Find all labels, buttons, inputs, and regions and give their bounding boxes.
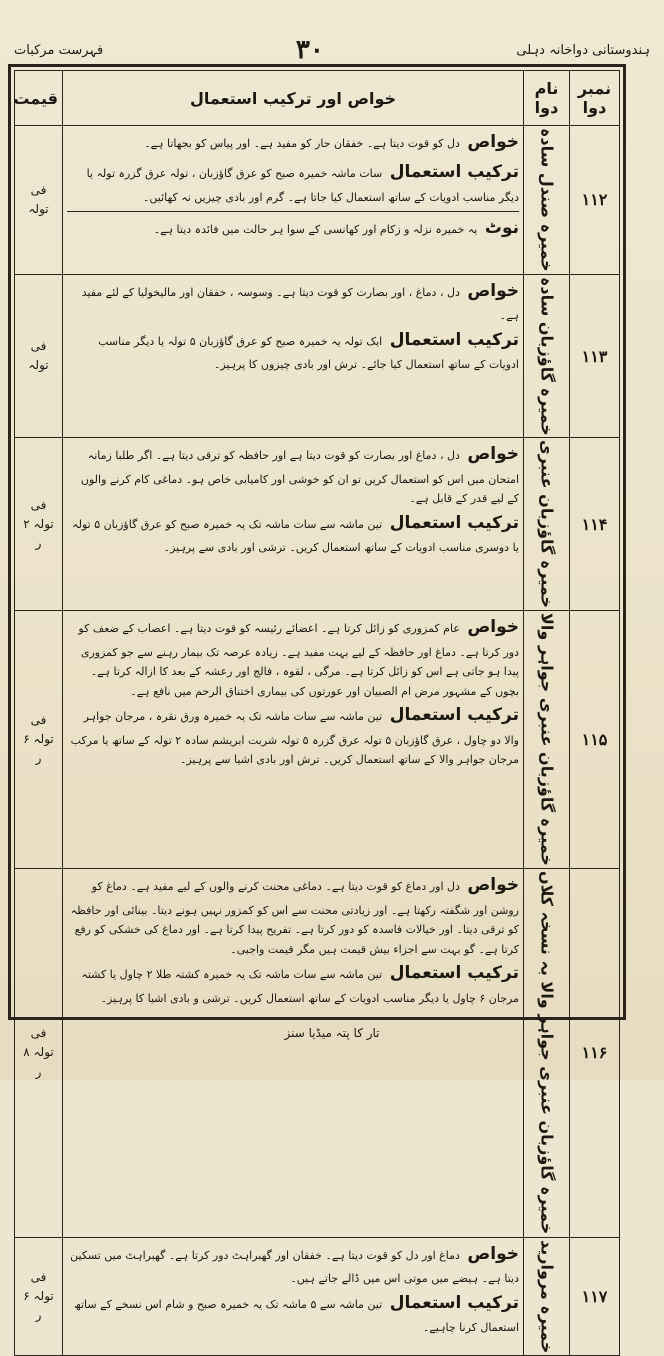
- price-cell: فی تولہ: [15, 274, 63, 438]
- row-number: ۱۱۲: [570, 126, 620, 275]
- remedy-name: خمیرہ صندل سادہ: [524, 126, 570, 275]
- usage-label: ترکیب استعمال: [389, 512, 519, 533]
- table-row: [15, 869, 620, 1237]
- table-row: [15, 611, 620, 869]
- remedy-description: [63, 869, 524, 1237]
- remedy-description: [63, 611, 524, 869]
- remedy-name: خمیرہ گاؤزبان سادہ: [524, 274, 570, 438]
- column-header-name: نام دوا: [524, 71, 570, 126]
- page-number: ۳۰: [295, 35, 324, 65]
- column-header-price: قیمت: [15, 71, 63, 126]
- remedy-description: [63, 126, 524, 275]
- properties-text: دل اور دماغ کو قوت دیتا ہے۔ دماغی محنت کرنے والوں کے لیے مفید ہے۔ دماغ کو روشن اور شگفتہ رکھتا ہے۔ اور زیادتی محنت سے اس کو کمزور نہیں ہونے دیتا۔ بینائی اور حافظہ کو ترقی دیتا۔ اور خیالات فاسدہ کو دور کرتا ہے۔ تفریح پیدا کرتا ہے۔ اور دماغ کی خشکی کو رفع کرتا ہے۔ گو بہت سے اجزاء بیش قیمت ہیں مگر قیمت واجبی۔: [70, 880, 519, 956]
- remedy-description: [63, 438, 524, 611]
- usage-label: ترکیب استعمال: [389, 962, 519, 983]
- properties-text: دماغ اور دل کو قوت دیتا ہے۔ خفقان اور گھبراہٹ دور کرتا ہے۔ گھبراہٹ میں تسکین دیتا ہے۔ ہیضے میں موتی اس میں ڈالے جاتے ہیں۔: [70, 1248, 519, 1286]
- table-row: [15, 1237, 620, 1355]
- remedy-description: [63, 274, 524, 438]
- header-left-title: فہرست مرکبات: [14, 42, 104, 58]
- price-cell: فی تولہ: [15, 126, 63, 275]
- table-header-row: [15, 71, 620, 126]
- page-footer: تار کا پتہ میڈیا سنز: [284, 1026, 380, 1040]
- column-header-number: نمبر دوا: [570, 71, 620, 126]
- row-number: ۱۱۶: [570, 869, 620, 1237]
- properties-text: دل ، دماغ ، اور بصارت کو قوت دیتا ہے۔ وسوسہ ، خفقان اور مالیخولیا کے لئے مفید ہے۔: [81, 285, 519, 323]
- properties-label: خواص: [467, 132, 519, 152]
- price-cell: فی تولہ ۶ ر: [15, 611, 63, 869]
- usage-label: ترکیب استعمال: [389, 329, 519, 350]
- row-number: ۱۱۵: [570, 611, 620, 869]
- properties-label: خواص: [467, 1243, 519, 1264]
- price-cell: فی تولہ ۶ ر: [15, 1237, 63, 1355]
- column-header-properties: خواص اور ترکیب استعمال: [63, 71, 524, 126]
- usage-text: تین ماشہ سے ۵ ماشہ تک یہ خمیرہ صبح و شام اس نسخے کے ساتھ استعمال کرنا چاہیے۔: [74, 1297, 519, 1335]
- price-cell: فی تولہ ۸ ر: [15, 869, 63, 1237]
- properties-label: خواص: [467, 280, 519, 301]
- remedy-name: خمیرہ گاؤزبان عنبری: [524, 438, 570, 611]
- note-block: [67, 211, 519, 244]
- row-number: ۱۱۳: [570, 274, 620, 438]
- remedy-name: خمیرہ مروارید: [524, 1237, 570, 1355]
- properties-text: عام کمزوری کو زائل کرتا ہے۔ اعضائے رئیسہ کو قوت دیتا ہے۔ اعصاب کے ضعف کو دور کرتا ہے۔ دماغ اور حافظہ کے لیے بہت مفید ہے۔ زیادہ عرصہ تک بیمار رہنے سے جو کمزوری پیدا ہو جاتی ہے اس کو زائل کرتا ہے۔ مرگی ، لقوہ ، فالج اور رعشہ کے بعد کا ازالہ کرتا ہے۔ بچوں کے مشہور مرض ام الصبیان اور عورتوں کی بیماری اختناق الرحم میں نافع ہے۔: [78, 622, 519, 698]
- properties-text: دل کو قوت دیتا ہے۔ خفقان حار کو مفید ہے۔ اور پیاس کو بجھاتا ہے۔: [144, 137, 460, 150]
- properties-label: خواص: [467, 617, 519, 638]
- properties-label: خواص: [467, 444, 519, 465]
- remedy-description: [63, 1237, 524, 1355]
- usage-label: ترکیب استعمال: [389, 704, 519, 725]
- properties-text: دل ، دماغ اور بصارت کو قوت دیتا ہے اور حافظہ کو ترقی دیتا ہے۔ اگر طلبا زمانہ امتحان میں اس کو استعمال کریں تو ان کو خوشی اور کامیابی خاص ہو۔ دماغی کام کرنے والوں کے لیے قدر کے قابل ہے۔: [80, 449, 519, 506]
- usage-text: تین ماشہ سے سات ماشہ تک یہ خمیرہ کشتہ طلا ۲ چاول یا کشتہ مرجان ۶ چاول یا دیگر مناسب ادویات کے ساتھ استعمال کریں۔ ترشی و بادی اشیا کا پرہیز۔: [81, 967, 519, 1005]
- table-row: [15, 274, 620, 438]
- table-row: [15, 126, 620, 275]
- usage-label: ترکیب استعمال: [389, 161, 519, 182]
- table-row: [15, 438, 620, 611]
- usage-text: ایک تولہ یہ خمیرہ صبح کو عرق گاؤزبان ۵ تولہ یا دیگر مناسب ادویات کے ساتھ استعمال کیا جائے۔ ترش اور بادی چیزوں کا پرہیز۔: [98, 334, 519, 372]
- page-header: [14, 36, 650, 64]
- usage-text: سات ماشہ خمیرہ صبح کو عرق گاؤزبان ، تولہ عرق گزرہ تولہ یا دیگر مناسب ادویات کے ساتھ استعمال کیا جاتا ہے۔ گرم اور بادی چیزیں نہ کھائیں۔: [86, 166, 519, 204]
- note-label: نوٹ: [484, 217, 519, 238]
- usage-text: تین ماشہ سے سات ماشہ تک یہ خمیرہ صبح کو عرق گاؤزبان ۵ تولہ یا دوسری مناسب ادویات کے ساتھ استعمال کریں۔ ترشی اور بادی سے پرہیز۔: [72, 517, 519, 555]
- header-right-title: ہندوستانی دواخانہ دہلی: [516, 42, 650, 58]
- price-cell: فی تولہ ۲ ر: [15, 438, 63, 611]
- remedies-table: [14, 70, 620, 1356]
- usage-label: ترکیب استعمال: [389, 1292, 519, 1313]
- remedy-name: خمیرہ گاؤزبان عنبری جواہر والا: [524, 611, 570, 869]
- row-number: ۱۱۷: [570, 1237, 620, 1355]
- remedy-name: خمیرہ گاؤزبان عنبری جواہر والا بہ نسخہ کلاں: [524, 869, 570, 1237]
- row-number: ۱۱۴: [570, 438, 620, 611]
- properties-label: خواص: [467, 875, 519, 896]
- note-text: یہ خمیرہ نزلہ و زکام اور کھانسی کے سوا ہر حالت میں فائدہ دیتا ہے۔: [153, 222, 478, 236]
- usage-text: تین ماشہ سے سات ماشہ تک یہ خمیرہ ورق نقرہ ، مرجان جواہر والا دو چاول ، عرق گاؤزبان ۵ تولہ عرق گزرہ ۵ تولہ شربت ابریشم سادہ ۲ تولہ کے ساتھ یا مرکب مرجان جواہر والا کے ساتھ استعمال کریں۔ ترش اور بادی اشیا سے پرہیز۔: [70, 709, 519, 766]
